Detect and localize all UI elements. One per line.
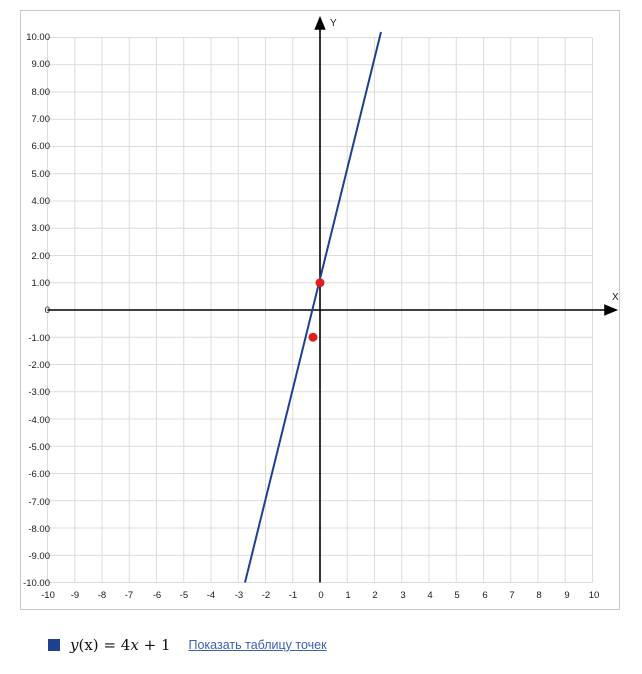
x-tick-label: 5 bbox=[454, 590, 460, 601]
x-tick-label: -9 bbox=[70, 590, 80, 601]
y-tick-label: 1.00 bbox=[31, 278, 50, 289]
y-tick-label: 2.00 bbox=[31, 251, 50, 262]
x-tick-label: 8 bbox=[536, 590, 542, 601]
chart-plot-area bbox=[20, 10, 620, 610]
x-tick-label: -2 bbox=[261, 590, 271, 601]
y-tick-label: 6.00 bbox=[31, 141, 50, 152]
formula-y: y bbox=[70, 636, 79, 654]
x-tick-label: -7 bbox=[124, 590, 134, 601]
x-axis-label: X bbox=[612, 292, 619, 303]
x-tick-label: -1 bbox=[288, 590, 298, 601]
y-tick-label: 4.00 bbox=[31, 196, 50, 207]
y-tick-label: 9.00 bbox=[31, 59, 50, 70]
y-tick-label: -2.00 bbox=[28, 360, 50, 371]
x-tick-label: 9 bbox=[564, 590, 570, 601]
x-tick-label: 3 bbox=[400, 590, 406, 601]
chart-legend bbox=[48, 636, 327, 654]
x-tick-label: 1 bbox=[345, 590, 351, 601]
show-points-table-link[interactable]: Показать таблицу точек bbox=[188, 638, 327, 652]
y-tick-label: -9.00 bbox=[28, 551, 50, 562]
x-tick-label: 7 bbox=[509, 590, 515, 601]
formula-variable: x bbox=[130, 636, 139, 654]
formula-coefficient: 4 bbox=[120, 636, 131, 654]
legend-formula bbox=[70, 636, 171, 654]
y-tick-label: 7.00 bbox=[31, 114, 50, 125]
x-tick-label: 10 bbox=[588, 590, 600, 601]
y-tick-label: -3.00 bbox=[28, 387, 50, 398]
y-tick-label: -7.00 bbox=[28, 497, 50, 508]
y-tick-label: -10.00 bbox=[23, 578, 50, 589]
x-tick-label: 0 bbox=[318, 590, 324, 601]
x-tick-label: -5 bbox=[179, 590, 189, 601]
x-tick-label: 6 bbox=[482, 590, 488, 601]
y-tick-label: 8.00 bbox=[31, 87, 50, 98]
x-tick-label: -10 bbox=[41, 590, 55, 601]
y-tick-label: -8.00 bbox=[28, 524, 50, 535]
x-tick-label: 2 bbox=[372, 590, 378, 601]
y-tick-label: -4.00 bbox=[28, 415, 50, 426]
x-tick-label: -8 bbox=[97, 590, 107, 601]
y-axis-label: Y bbox=[330, 18, 337, 29]
x-tick-label: -6 bbox=[152, 590, 162, 601]
y-tick-label: -6.00 bbox=[28, 469, 50, 480]
x-tick-label: 4 bbox=[427, 590, 433, 601]
formula-arg: (x) bbox=[78, 636, 99, 654]
axis-lines bbox=[48, 18, 617, 583]
y-tick-label: 5.00 bbox=[31, 169, 50, 180]
y-tick-label: 0 bbox=[44, 305, 50, 316]
y-tick-label: -5.00 bbox=[28, 442, 50, 453]
legend-color-swatch bbox=[48, 639, 60, 651]
formula-equals: = bbox=[103, 636, 117, 654]
y-tick-label: 10.00 bbox=[26, 32, 50, 43]
x-tick-label: -3 bbox=[234, 590, 244, 601]
y-tick-label: 3.00 bbox=[31, 223, 50, 234]
formula-constant: 1 bbox=[160, 636, 171, 654]
formula-plus: + bbox=[143, 636, 157, 654]
x-tick-label: -4 bbox=[206, 590, 216, 601]
y-tick-label: -1.00 bbox=[28, 333, 50, 344]
chart-canvas bbox=[20, 10, 620, 610]
